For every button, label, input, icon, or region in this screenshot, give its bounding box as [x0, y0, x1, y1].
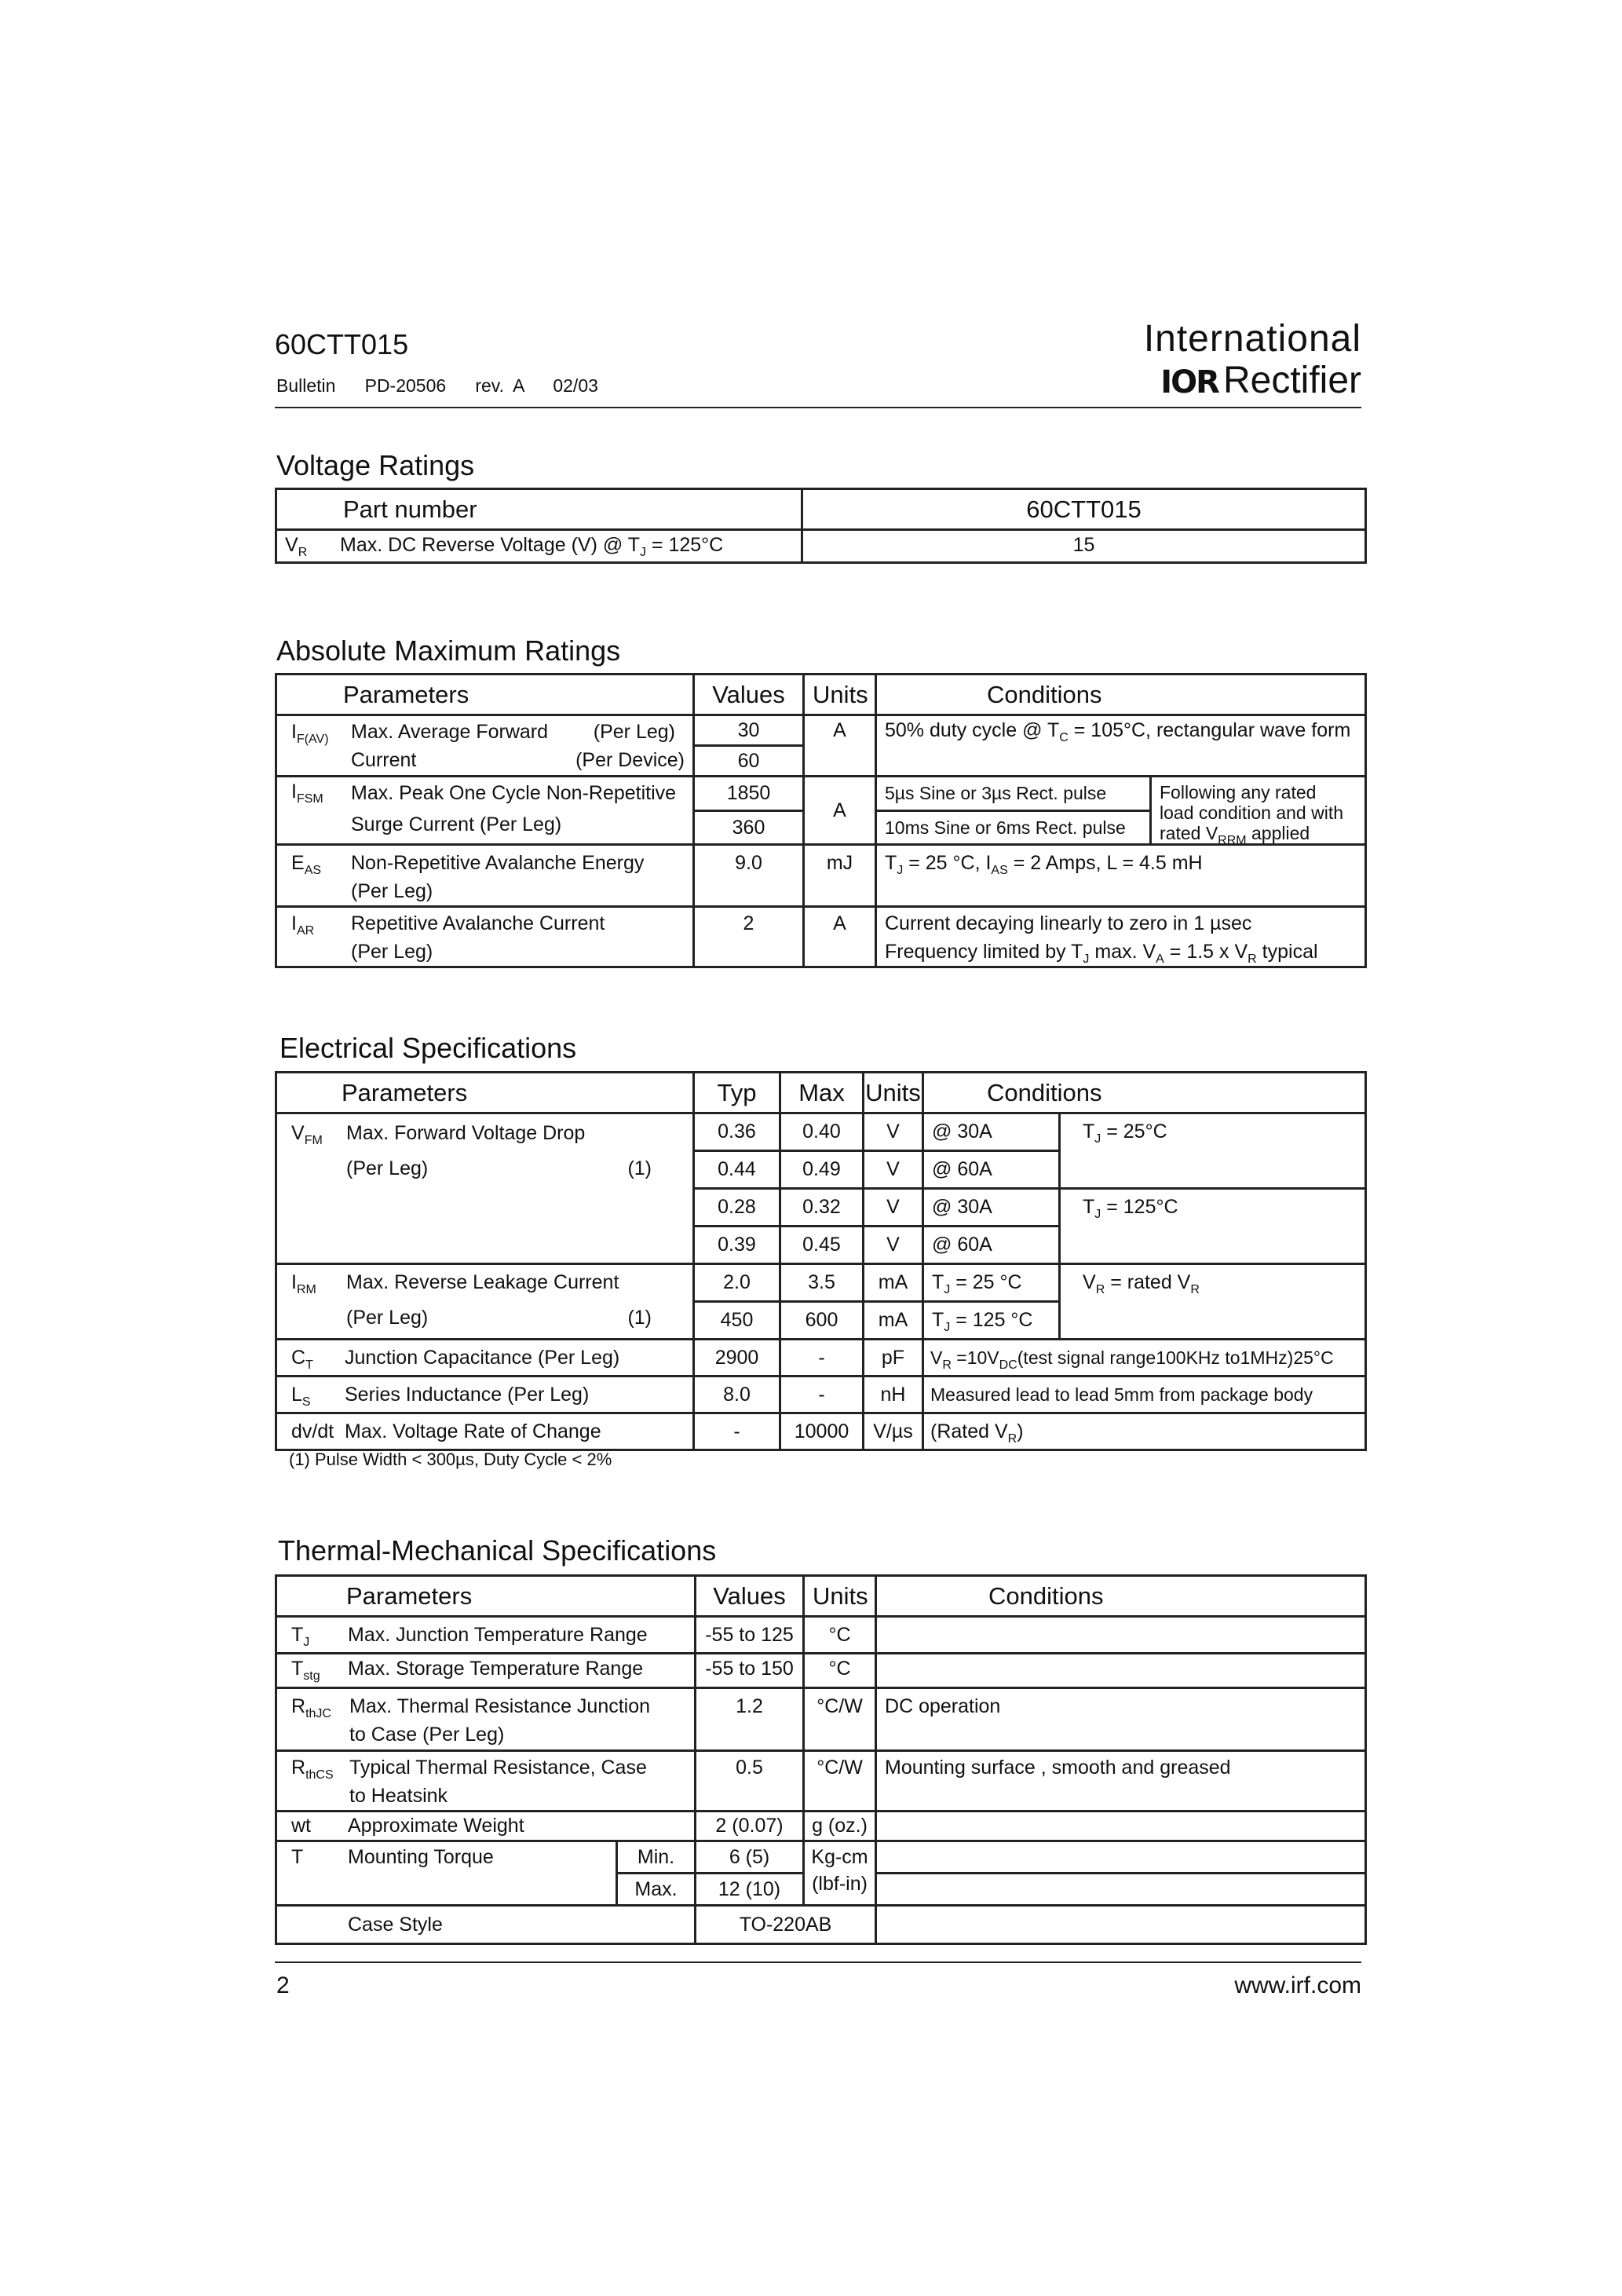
electrical-specs-table: [275, 1071, 1367, 1451]
part-number-title: 60CTT015: [275, 328, 409, 360]
irm-unit-25: mA: [864, 1264, 923, 1302]
header-part-value: 60CTT015: [802, 489, 1366, 530]
wt-value: 2 (0.07): [696, 1812, 804, 1841]
ifsm-unit: A: [804, 777, 876, 845]
eas-value: 9.0: [694, 845, 804, 907]
rthcs-condition: Mounting surface , smooth and greased: [876, 1751, 1366, 1812]
irm-cond-25: $T_J = 25$ °C: [923, 1264, 1060, 1302]
h-max: Max: [780, 1073, 864, 1113]
vfm-max-2: 0.32: [780, 1189, 864, 1227]
dvdt-param: dv/dt Max. Voltage Rate of Change: [276, 1413, 694, 1450]
rthjc-param: $R_{thJC}$ Max. Thermal Resistance Junction to Case (Per Leg): [276, 1688, 696, 1751]
ls-unit: nH: [864, 1377, 923, 1413]
vfm-typ-3: 0.39: [694, 1227, 780, 1264]
vfm-max-0: 0.40: [780, 1113, 864, 1151]
vfm-cond-3: @ 60A: [923, 1227, 1060, 1264]
electrical-specs-title: Electrical Specifications: [279, 1032, 577, 1064]
rthjc-unit: °C/W: [804, 1688, 876, 1751]
company-logo: [1144, 317, 1361, 402]
if-av-value-leg: 30: [694, 715, 804, 746]
tj-value: -55 to 125: [696, 1617, 804, 1654]
ifsm-cond-10ms: 10ms Sine or 6ms Rect. pulse: [876, 810, 1151, 845]
torque-max-label: Max.: [617, 1874, 696, 1906]
irm-cond-125: $T_J = 125$ °C: [923, 1302, 1060, 1340]
abs-max-table: [275, 673, 1367, 968]
h-units: Units: [804, 1576, 876, 1617]
irm-max-25: 3.5: [780, 1264, 864, 1302]
h-conditions: Conditions: [923, 1073, 1366, 1113]
iar-unit: A: [804, 907, 876, 967]
logo-line-international: International: [1143, 318, 1361, 360]
ifsm-cond-5us: 5µs Sine or 3µs Rect. pulse: [876, 777, 1151, 811]
dvdt-condition: (Rated $V_R$): [923, 1413, 1366, 1450]
h-conditions: Conditions: [876, 1576, 1366, 1617]
tj-param: $T_J$ Max. Junction Temperature Range: [276, 1617, 696, 1654]
vfm-tj-25: $T_J = 25^\circ C$: [1060, 1113, 1366, 1189]
irm-param: $I_{RM}$ Max. Reverse Leakage Current (Per Leg) (1): [276, 1264, 694, 1340]
ct-param: $C_T$ Junction Capacitance (Per Leg): [276, 1340, 694, 1377]
vfm-unit-3: V: [864, 1227, 923, 1264]
h-values: Values: [696, 1576, 804, 1617]
header-divider: [275, 407, 1361, 408]
ct-typ: 2900: [694, 1340, 780, 1377]
tstg-unit: °C: [804, 1654, 876, 1688]
vfm-cond-2: @ 30A: [923, 1189, 1060, 1227]
vfm-unit-1: V: [864, 1151, 923, 1189]
h-units: Units: [804, 675, 876, 715]
vfm-param: $V_{FM}$ Max. Forward Voltage Drop (Per Leg) (1): [276, 1113, 694, 1264]
rthjc-condition: DC operation: [876, 1688, 1366, 1751]
h-conditions: Conditions: [876, 675, 1366, 715]
logo-ior-mark: IOR: [1160, 364, 1218, 400]
vr-row-param: $V_R$ Max. DC Reverse Voltage (V) @ $T_J = 125^\circ C$: [276, 530, 802, 563]
footer-divider: [275, 1961, 1361, 1963]
h-params: Parameters: [276, 675, 694, 715]
page-number: 2: [276, 1972, 290, 1998]
irm-typ-25: 2.0: [694, 1264, 780, 1302]
tj-condition: [876, 1617, 1366, 1654]
eas-condition: $T_J = 25$ °C, $I_{AS} = 2$ Amps, L = 4.5 mH: [876, 845, 1366, 907]
wt-unit: g (oz.): [804, 1812, 876, 1841]
tstg-param: $T_{stg}$ Max. Storage Temperature Range: [276, 1654, 696, 1688]
vfm-max-3: 0.45: [780, 1227, 864, 1264]
h-typ: Typ: [694, 1073, 780, 1113]
ls-condition: Measured lead to lead 5mm from package body: [923, 1377, 1366, 1413]
vfm-unit-0: V: [864, 1113, 923, 1151]
ls-max: -: [780, 1377, 864, 1413]
if-av-unit: A: [804, 715, 876, 777]
thermal-specs-title: Thermal-Mechanical Specifications: [278, 1534, 717, 1567]
case-style-param: Case Style: [276, 1906, 696, 1944]
h-params: Parameters: [276, 1576, 696, 1617]
torque-param: T Mounting Torque: [276, 1841, 617, 1906]
h-values: Values: [694, 675, 804, 715]
rthcs-value: 0.5: [696, 1751, 804, 1812]
voltage-ratings-table: [275, 488, 1367, 564]
torque-min-value: 6 (5): [696, 1841, 804, 1874]
iar-param: $I_{AR}$ Repetitive Avalanche Current (Per Leg): [276, 907, 694, 967]
h-units: Units: [864, 1073, 923, 1113]
if-av-value-device: 60: [694, 746, 804, 777]
irm-vr-rated: $V_R$ = rated $V_R$: [1060, 1264, 1366, 1340]
vfm-typ-2: 0.28: [694, 1189, 780, 1227]
irm-max-125: 600: [780, 1302, 864, 1340]
ls-typ: 8.0: [694, 1377, 780, 1413]
case-style-condition: [876, 1906, 1366, 1944]
ct-unit: pF: [864, 1340, 923, 1377]
website-url: www.irf.com: [1234, 1972, 1361, 1998]
torque-unit: Kg-cm (lbf-in): [804, 1841, 876, 1906]
ct-max: -: [780, 1340, 864, 1377]
torque-max-condition: [876, 1874, 1366, 1906]
dvdt-unit: V/µs: [864, 1413, 923, 1450]
ifsm-cond-following: Following any rated load condition and with rated $V_{RRM}$ applied: [1151, 777, 1366, 845]
thermal-specs-table: [275, 1574, 1367, 1945]
logo-line-rectifier: Rectifier: [1222, 360, 1361, 401]
irm-typ-125: 450: [694, 1302, 780, 1340]
iar-condition: Current decaying linearly to zero in 1 µsec Frequency limited by $T_J$ max. $V_A = 1.5$ x $V_R$ typical: [876, 907, 1366, 967]
torque-max-value: 12 (10): [696, 1874, 804, 1906]
torque-min-condition: [876, 1841, 1366, 1874]
ls-param: $L_S$ Series Inductance (Per Leg): [276, 1377, 694, 1413]
eas-param: $E_{AS}$ Non-Repetitive Avalanche Energy (Per Leg): [276, 845, 694, 907]
case-style-value: TO-220AB: [696, 1906, 876, 1944]
vfm-typ-1: 0.44: [694, 1151, 780, 1189]
vfm-unit-2: V: [864, 1189, 923, 1227]
voltage-ratings-title: Voltage Ratings: [276, 449, 475, 481]
ifsm-param: $I_{FSM}$ Max. Peak One Cycle Non-Repetitive Surge Current (Per Leg): [276, 777, 694, 845]
wt-param: wt Approximate Weight: [276, 1812, 696, 1841]
electrical-footnote: (1) Pulse Width < 300µs, Duty Cycle < 2%: [289, 1450, 612, 1469]
vr-value: 15: [802, 530, 1366, 563]
h-params: Parameters: [276, 1073, 694, 1113]
rthcs-param: $R_{thCS}$ Typical Thermal Resistance, Case to Heatsink: [276, 1751, 696, 1812]
tj-unit: °C: [804, 1617, 876, 1654]
rthjc-value: 1.2: [696, 1688, 804, 1751]
vfm-max-1: 0.49: [780, 1151, 864, 1189]
vfm-cond-1: @ 60A: [923, 1151, 1060, 1189]
vfm-tj-125: $T_J = 125^\circ C$: [1060, 1189, 1366, 1264]
if-av-condition: 50% duty cycle @ $T_C = 105^\circ C$, rectangular wave form: [876, 715, 1366, 777]
bulletin-line: Bulletin PD-20506 rev. A 02/03: [276, 375, 598, 396]
tstg-condition: [876, 1654, 1366, 1688]
wt-condition: [876, 1812, 1366, 1841]
irm-unit-125: mA: [864, 1302, 923, 1340]
header-part-number: Part number: [276, 489, 802, 530]
tstg-value: -55 to 150: [696, 1654, 804, 1688]
vfm-cond-0: @ 30A: [923, 1113, 1060, 1151]
ct-condition: $V_R$ $=10V_{DC}(test$ signal range100KHz to1MHz)25°C: [923, 1340, 1366, 1377]
ifsm-value-10ms: 360: [694, 810, 804, 845]
eas-unit: mJ: [804, 845, 876, 907]
dvdt-typ: -: [694, 1413, 780, 1450]
ifsm-value-5us: 1850: [694, 777, 804, 811]
iar-value: 2: [694, 907, 804, 967]
rthcs-unit: °C/W: [804, 1751, 876, 1812]
if-av-param: $I_{F(AV)}$ Max. Average Forward (Per Leg) Current (Per Device): [276, 715, 694, 777]
abs-max-title: Absolute Maximum Ratings: [276, 634, 621, 667]
torque-min-label: Min.: [617, 1841, 696, 1874]
vfm-typ-0: 0.36: [694, 1113, 780, 1151]
dvdt-max: 10000: [780, 1413, 864, 1450]
